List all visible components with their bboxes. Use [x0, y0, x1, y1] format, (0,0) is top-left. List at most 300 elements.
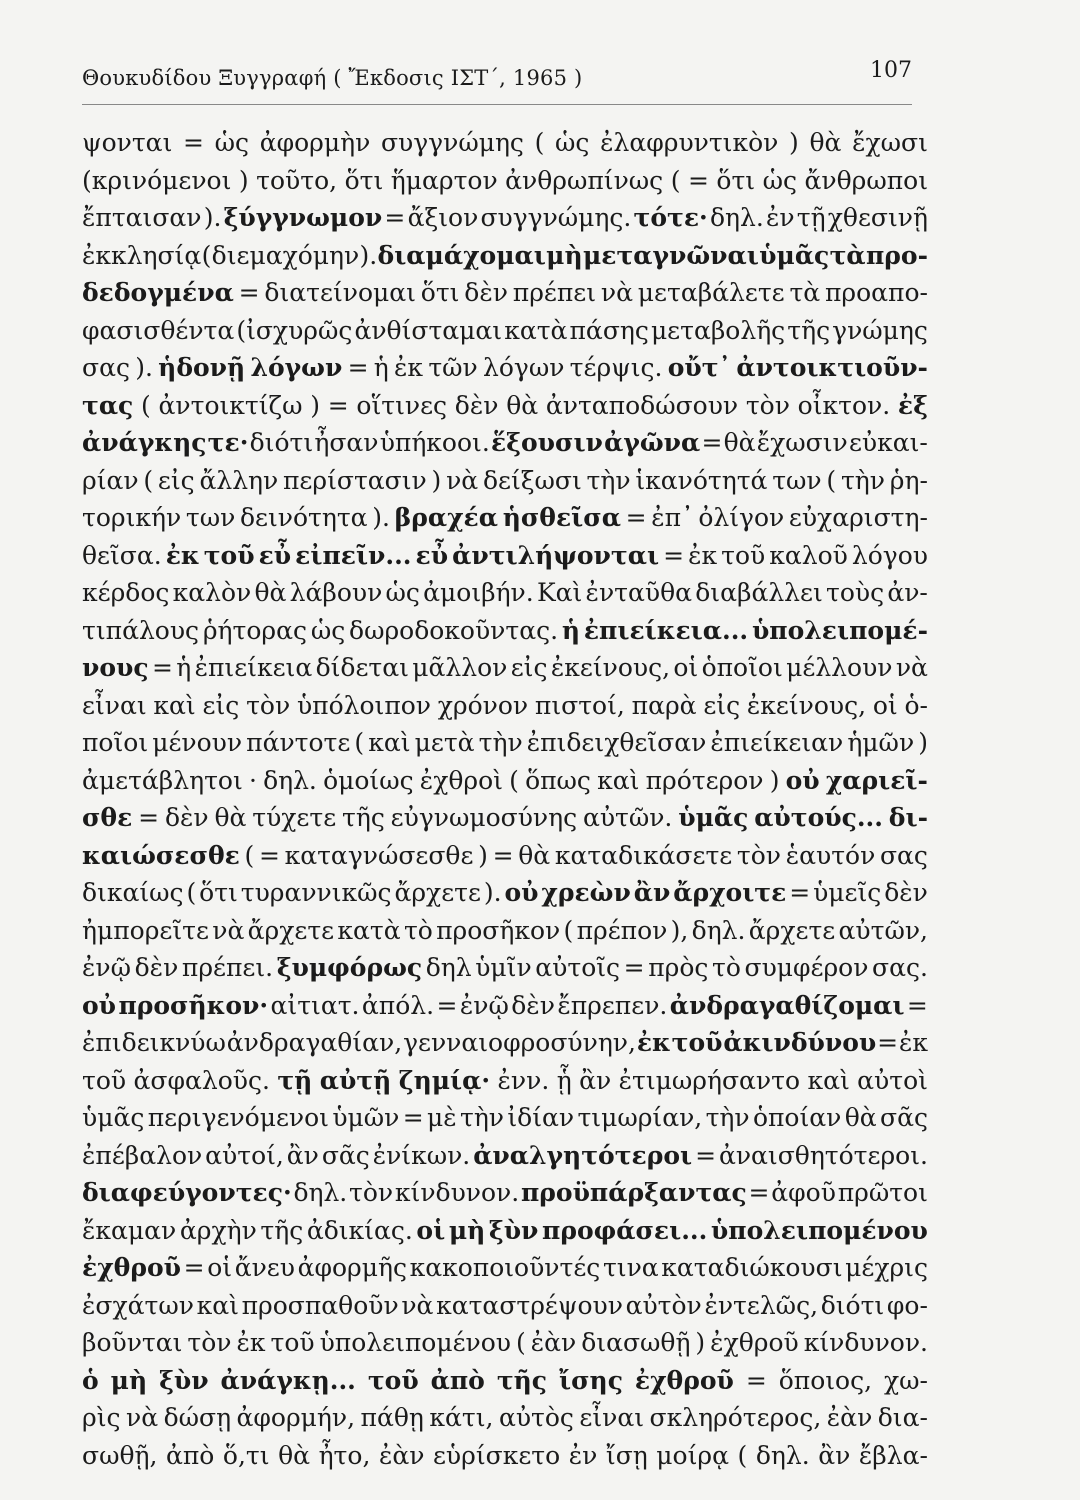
headword: ξὺν	[159, 1365, 209, 1395]
word: τῆς	[342, 803, 385, 832]
word: παρὰ	[631, 690, 697, 720]
word: )	[238, 165, 249, 195]
word: νὰ	[895, 653, 928, 682]
word: ἀφορμήν,	[236, 1403, 356, 1432]
word: ρίαν	[82, 465, 139, 495]
headword: μὴ	[448, 1215, 486, 1245]
word: ὑπολειπομένου	[319, 1328, 511, 1357]
word: τιμωρίαν,	[577, 1103, 703, 1132]
word: =	[492, 840, 514, 870]
word: ἐὰν	[530, 1328, 577, 1357]
headword: ἀπὸ	[430, 1365, 485, 1395]
word: συμφέρον	[744, 953, 869, 982]
word: ).	[483, 878, 502, 907]
headword: ἡσθεῖσα	[502, 503, 621, 532]
word: κατὰ	[337, 915, 401, 945]
word: καὶ	[597, 765, 640, 795]
headword: μὴ	[110, 1365, 148, 1395]
headword: τὰ	[829, 240, 866, 270]
word: ὑμῖν	[475, 953, 532, 982]
word: )	[789, 128, 799, 157]
headword: ὑμᾶς	[678, 803, 749, 832]
word: ἐὰν	[378, 1440, 425, 1470]
word: αὐτὸν	[625, 1290, 702, 1320]
headword: εὖ	[415, 540, 449, 570]
word: περίστασιν	[283, 465, 427, 495]
headword: ἡ	[561, 615, 581, 645]
word: ἐκκλησίᾳ	[82, 240, 202, 270]
text-line	[82, 1362, 928, 1400]
word: συγγνώμης	[380, 128, 524, 157]
word: =	[138, 803, 160, 832]
word: τοὺς	[826, 578, 885, 607]
word: ποῖοι	[82, 728, 149, 757]
word: τοῦτο,	[256, 165, 338, 195]
headword: ἕξουσιν	[490, 428, 603, 457]
word: δηλ.	[691, 915, 746, 945]
headword: ἀνδραγαθίζομαι	[669, 990, 905, 1020]
word: διότι	[249, 428, 314, 457]
text-line	[82, 162, 928, 200]
text-line	[82, 574, 928, 612]
word: θὰ	[723, 428, 756, 457]
headword: ἐκ	[636, 1028, 671, 1057]
word: ἔπρεπεν.	[557, 990, 668, 1020]
word: αὐτῶν,	[838, 915, 928, 945]
word: =	[623, 953, 645, 982]
word: ἴσῃ	[605, 1440, 648, 1470]
word: μεταβάλετε	[637, 278, 785, 307]
word: ἔχωσιν	[756, 428, 848, 457]
headword: ἄρχοιτε	[673, 878, 787, 907]
word: (	[509, 765, 519, 795]
headword: ἀγῶνα	[604, 428, 701, 457]
word: οἱ	[207, 1253, 233, 1282]
word: ἐπέβαλον	[82, 1140, 203, 1170]
word: μετὰ	[414, 728, 475, 757]
word: ὅπως	[525, 765, 591, 795]
word: θὰ	[518, 840, 551, 870]
headword: εἰπεῖν...	[295, 540, 412, 570]
word: σας.	[872, 953, 928, 982]
word: αὐτὸς	[498, 1403, 574, 1432]
word: εἶναι	[82, 690, 147, 720]
headword: ἡδονῇ	[158, 353, 246, 382]
word: ἔβλα-	[858, 1440, 928, 1470]
word: τέρψις.	[569, 353, 663, 382]
word: τυραννικῶς	[240, 878, 392, 907]
word: ὀλίγον	[698, 503, 785, 532]
word: οἱ	[872, 690, 898, 720]
word: ἀπόλ.	[361, 990, 435, 1020]
word: ἄνευ	[234, 1253, 295, 1282]
text-line	[82, 1099, 928, 1137]
word: ὅτι	[716, 165, 756, 195]
headword: τοῦ	[203, 540, 255, 570]
word: μένουν	[152, 728, 243, 757]
text-line	[82, 349, 928, 387]
headword: τας	[82, 390, 134, 420]
word: εἰς	[202, 690, 240, 720]
text-line	[82, 274, 928, 312]
word: =	[687, 165, 709, 195]
word: ·	[248, 765, 257, 795]
word: καταγνώσεσθε	[284, 840, 474, 870]
headword: χαριεῖ-	[825, 765, 928, 795]
word: ἔπταισαν	[82, 203, 202, 232]
word: τὸν	[736, 840, 782, 870]
word: )	[769, 765, 780, 795]
text-line	[82, 124, 928, 162]
word: ψονται	[82, 128, 173, 157]
word: ).	[372, 503, 390, 532]
word: θεῖσα.	[82, 540, 162, 570]
word: =	[183, 1253, 205, 1282]
text-line	[82, 537, 928, 575]
word: μέχρις	[845, 1253, 928, 1282]
headword: δι-	[888, 803, 928, 832]
word: δίδεται	[315, 653, 409, 682]
word: ἂν	[818, 1440, 851, 1470]
word: μᾶλλον	[412, 653, 508, 682]
word: κατὰ	[504, 315, 568, 345]
word: λόγου	[851, 540, 928, 570]
word: ἐπιδειχθεῖσαν	[526, 728, 707, 757]
word: δὲν	[464, 278, 508, 307]
headword: ξὺν	[488, 1215, 539, 1245]
word: τορικήν	[82, 503, 182, 532]
word: φασισθέντα	[82, 315, 235, 345]
word: ἀνθρωπίνως	[505, 165, 664, 195]
headword: χρεὼν	[541, 878, 631, 907]
word: δὲν	[511, 990, 555, 1020]
word: τὸν	[246, 690, 291, 720]
headword: ἴσης	[559, 1365, 623, 1395]
word: ἀμοιβήν.	[423, 578, 534, 607]
word: δωροδοκοῦντας.	[349, 615, 559, 645]
word: λάβουν	[289, 578, 383, 607]
word: ὅ,τι	[222, 1440, 270, 1470]
word: εἰς	[703, 690, 741, 720]
word: τὴν	[705, 1103, 750, 1132]
text-line	[82, 799, 928, 837]
word: καὶ	[807, 1065, 850, 1095]
headword: ὑμᾶς	[759, 240, 830, 270]
word: δείξωσι	[482, 465, 582, 495]
text-line	[82, 837, 928, 875]
text-line	[82, 687, 928, 725]
word: διότι	[820, 1290, 885, 1320]
text-line	[82, 387, 928, 425]
word: πρέπει	[512, 278, 597, 307]
word: αἰτιατ.	[270, 990, 360, 1020]
word: των	[185, 503, 236, 532]
word: ἐκείνους,	[746, 690, 867, 720]
word: ἐκ	[898, 1028, 928, 1057]
word: περιγενόμενοι	[147, 1103, 329, 1132]
word: εἰς	[510, 653, 548, 682]
word: φο-	[886, 1290, 928, 1320]
text-line	[82, 1249, 928, 1287]
word: τῆς	[260, 1215, 304, 1245]
word: δηλ.	[709, 203, 764, 232]
word: ἄξιον	[407, 203, 479, 232]
word: νὰ	[212, 915, 245, 945]
word: ἐλαφρυντικὸν	[600, 128, 779, 157]
word: αὐτῶν.	[582, 803, 673, 832]
word: των	[772, 465, 822, 495]
word: τιπάλους	[82, 615, 200, 645]
word: δηλ.	[755, 1440, 810, 1470]
word: ἐνταῦθα	[585, 578, 693, 607]
headword: προ-	[865, 240, 928, 270]
word: δηλ.	[263, 765, 317, 795]
word: (	[141, 390, 151, 420]
word: προσπαθοῦν	[241, 1290, 399, 1320]
word: τὴν	[586, 465, 631, 495]
word: ἔκαμαν	[82, 1215, 177, 1245]
word: ἀδικίας.	[306, 1215, 413, 1245]
word: ἐν	[568, 1440, 598, 1470]
word: ἂν	[286, 1140, 319, 1170]
word: ἐντελῶς,	[704, 1290, 819, 1320]
word: διαβάλλει	[695, 578, 823, 607]
headword: σθε	[82, 803, 133, 832]
word: ἀν-	[887, 578, 928, 607]
word: ἦτο,	[318, 1440, 371, 1470]
text-line	[82, 724, 928, 762]
word: δὲν	[134, 953, 179, 982]
word: ἀνδραγαθίαν,	[226, 1028, 403, 1057]
headword: βραχέα	[394, 503, 498, 532]
word: καὶ	[153, 690, 196, 720]
word: διεμαχόμην	[211, 240, 360, 270]
word: διατείνομαι	[264, 278, 416, 307]
word: =	[402, 1103, 424, 1132]
word: κάτι,	[429, 1403, 494, 1432]
word: τὸ	[712, 953, 741, 982]
word: δὲν	[454, 390, 499, 420]
word: σας	[82, 353, 130, 382]
headword: ζημίᾳ·	[398, 1065, 491, 1095]
word: δὲν	[884, 878, 928, 907]
word: ἀμετάβλητοι	[82, 765, 243, 795]
word: εὐκαι-	[848, 428, 928, 457]
text-line	[82, 1324, 928, 1362]
headword: τοῦ	[367, 1365, 419, 1395]
headword: προϋπάρξαντας	[520, 1178, 747, 1207]
headword: τε·	[207, 428, 249, 457]
word: ).	[203, 203, 222, 232]
word: γενναιοφροσύνην,	[403, 1028, 636, 1057]
headword: ὁ	[82, 1365, 99, 1395]
word: =	[183, 128, 204, 157]
headword: ξύγγνωμον	[223, 203, 383, 232]
word: ἐνίκων.	[372, 1140, 471, 1170]
word: ἐχθροὶ	[419, 765, 503, 795]
word: μὲ	[426, 1103, 457, 1132]
word: πιστοί,	[534, 690, 625, 720]
word: ὡς	[310, 615, 346, 645]
headword: μεταγνῶναι	[582, 240, 759, 270]
word: σας	[879, 840, 928, 870]
word: ἐπ᾽	[651, 503, 694, 532]
word: νὰ	[126, 1403, 159, 1432]
header-rule	[82, 104, 912, 105]
word: ἀρχὴν	[179, 1215, 257, 1245]
word: δηλ	[425, 953, 472, 982]
word: ὡς	[214, 128, 250, 157]
word: )	[478, 840, 488, 870]
word: ὅτι	[420, 278, 460, 307]
word: αὐτοὶ	[857, 1065, 928, 1095]
text-line	[82, 1287, 928, 1325]
word: διασωθῇ	[581, 1328, 691, 1357]
word: (	[201, 240, 212, 270]
word: ὁποίαν	[752, 1103, 842, 1132]
word: ὑπόλοιπον	[296, 690, 431, 720]
word: ἥμαρτον	[390, 165, 498, 195]
word: ὑπήκοοι.	[379, 428, 490, 457]
word: λόγων	[482, 353, 565, 382]
text-line	[82, 649, 928, 687]
headword: τότε·	[633, 203, 708, 232]
headword: ἐχθροῦ	[82, 1253, 181, 1282]
word: θὰ	[809, 128, 842, 157]
running-title: Θουκυδίδου Ξυγγραφή ( Ἔκδοσις ΙΣΤ΄, 1965 )	[82, 66, 583, 90]
headword: ἐχθροῦ	[634, 1365, 734, 1395]
headword: οὐ	[785, 765, 820, 795]
headword: διαμάχομαι	[377, 240, 546, 270]
headword: νους	[82, 653, 149, 682]
headword: προφάσει...	[542, 1215, 708, 1245]
text-line	[82, 987, 928, 1025]
word: (ἰσχυρῶς	[236, 315, 353, 345]
word: ἄνθρωποι	[804, 165, 928, 195]
word: )	[695, 1328, 706, 1357]
text-line	[82, 1024, 928, 1062]
word: μοίρᾳ	[656, 1440, 729, 1470]
word: ἐκείνους,	[550, 653, 671, 682]
word: ἂν	[579, 1065, 612, 1095]
word: ἰδίαν	[507, 1103, 575, 1132]
word: ἐκ	[688, 540, 718, 570]
word: ἐτιμωρήσαντο	[618, 1065, 801, 1095]
word: =	[745, 1365, 767, 1395]
headword: τοῦ	[671, 1028, 723, 1057]
text-line	[82, 1437, 928, 1475]
word: ἐὰν	[826, 1403, 873, 1432]
word: ἄρχετε	[394, 878, 481, 907]
headword: αὐτῇ	[319, 1065, 392, 1095]
text-line	[82, 912, 928, 950]
word: (	[563, 915, 574, 945]
word: καὶ	[368, 728, 411, 757]
text-line	[82, 237, 928, 275]
word: ἀφορμὴν	[259, 128, 371, 157]
headword: καιώσεσθε	[82, 840, 240, 870]
headword: οὔτ᾽	[667, 353, 732, 382]
headword: ἀνάγκης	[82, 428, 207, 457]
word: (	[354, 728, 365, 757]
word: ῥήτορας	[202, 615, 307, 645]
word: σᾶς	[880, 1103, 928, 1132]
word: νὰ	[446, 465, 479, 495]
word: σωθῇ,	[82, 1440, 158, 1470]
word: πάθῃ	[360, 1403, 424, 1432]
word: =	[258, 840, 280, 870]
word: =	[701, 428, 723, 457]
word: θὰ	[254, 578, 287, 607]
headword: ξυμφόρως	[276, 953, 423, 982]
word: καλὸν	[172, 578, 252, 607]
word: μέλλουν	[786, 653, 893, 682]
word: προαπο-	[825, 278, 928, 307]
word: χω-	[884, 1365, 928, 1395]
word: πάντοτε	[246, 728, 351, 757]
headword: δεδογμένα	[82, 278, 234, 307]
headword: ἂν	[633, 878, 671, 907]
word: σκληρότερος,	[649, 1403, 822, 1432]
word: εὑρίσκετο	[432, 1440, 561, 1470]
text-line	[82, 612, 928, 650]
word: καταδιώκουσι	[661, 1253, 843, 1282]
word: ἱκανότητά	[635, 465, 768, 495]
word: συγγνώμης.	[480, 203, 632, 232]
word: ἀναισθητότεροι.	[718, 1140, 928, 1170]
headword: οἱ	[416, 1215, 446, 1245]
word: ἀνταποδώσουν	[545, 390, 739, 420]
word: τὸν	[187, 1328, 232, 1357]
word: ἐνῷ	[459, 990, 509, 1020]
text-line	[82, 874, 928, 912]
word: ἐχθροῦ	[710, 1328, 799, 1357]
word: θὰ	[506, 390, 539, 420]
headword: λόγων	[250, 353, 343, 382]
word: =	[151, 653, 173, 682]
headword: ἐπιείκεια...	[583, 615, 749, 645]
page-number: 107	[870, 58, 912, 83]
word: (	[515, 1328, 526, 1357]
word: ὁ-	[904, 690, 928, 720]
word: οἶκτον.	[797, 390, 891, 420]
headword: ἀντοικτιοῦν-	[736, 353, 928, 382]
word: ὅτι	[199, 878, 238, 907]
word: ᾗ	[556, 1065, 572, 1095]
word: ἄλλην	[199, 465, 279, 495]
word: νὰ	[401, 1290, 434, 1320]
text-line	[82, 1062, 928, 1100]
word: τὴν	[460, 1103, 505, 1132]
headword: ἀναλγητότεροι	[473, 1140, 693, 1170]
headword: ἐκ	[165, 540, 200, 570]
word: τὸν	[745, 390, 790, 420]
headword: προσῆκον·	[118, 990, 269, 1020]
word: θὰ	[844, 1103, 877, 1132]
word: ὑμῶν	[332, 1103, 400, 1132]
word: χρόνον	[437, 690, 529, 720]
word: πάσης	[569, 315, 649, 345]
word: καὶ	[196, 1290, 239, 1320]
headword: οὐ	[504, 878, 539, 907]
word: τὸ	[403, 915, 433, 945]
word: τὴν	[840, 465, 885, 495]
headword: ἀνάγκῃ...	[220, 1365, 356, 1395]
word: )	[310, 390, 320, 420]
word: δεινότητα	[239, 503, 368, 532]
word: αὐτοῖς	[535, 953, 621, 982]
word: =	[906, 990, 928, 1020]
